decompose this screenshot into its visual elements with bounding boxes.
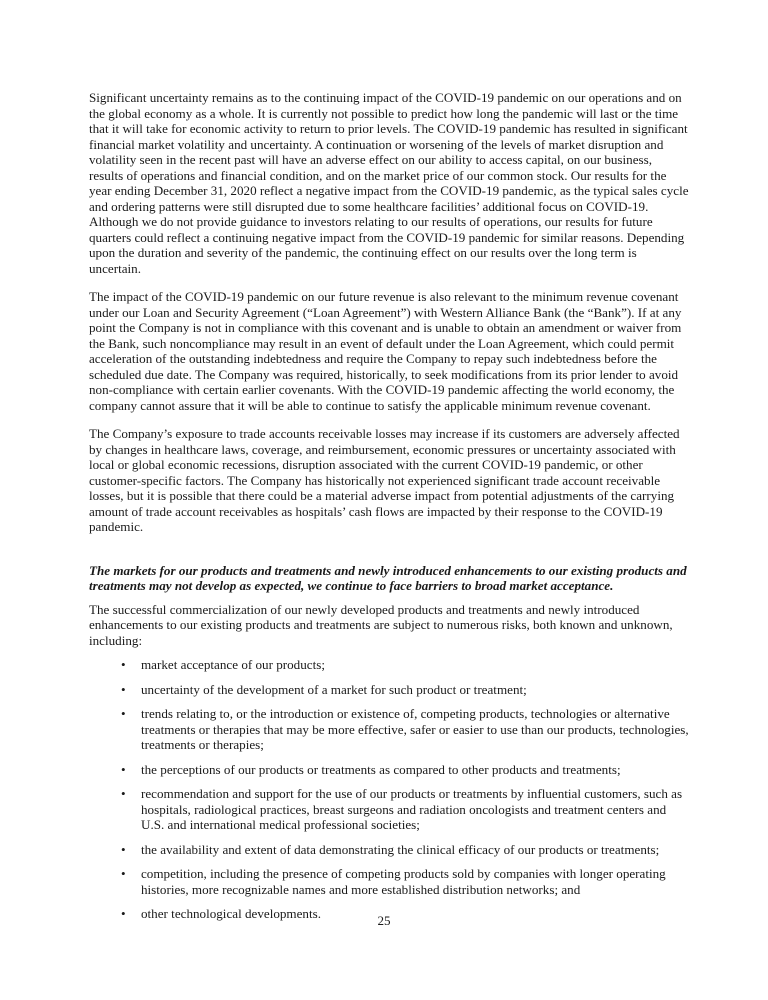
paragraph-covid-uncertainty: Significant uncertainty remains as to the continuing impact of the COVID-19 pandemic on our operations and on the global economy as a whole. It is currently not possible to predict how long the pandemic will last or the time that it will take for economic activity to return to prior levels. The COVID-19 pandemic has resulted in significant financial market volatility and uncertainty. A continuation or worsening of the levels of market disruption and volatility seen in the recent past will have an adverse effect on our ability to access capital, on our business, results of operations and financial condition, and on the market price of our common stock. Our results for the year ending December 31, 2020 reflect a negative impact from the COVID-19 pandemic, as the typical sales cycle and ordering patterns were still disrupted due to some healthcare facilities’ additional focus on COVID-19. Although we do not provide guidance to investors relating to our results of operations, our results for future quarters could reflect a continuing negative impact from the COVID-19 pandemic for similar reasons. Depending upon the duration and severity of the pandemic, the continuing effect on our results over the long term is uncertain.: [89, 90, 689, 276]
list-item: [89, 682, 689, 698]
bullet-icon: •: [121, 866, 126, 881]
list-item-text: uncertainty of the development of a market for such product or treatment;: [141, 681, 527, 697]
list-item-text: other technological developments.: [141, 906, 321, 921]
bullet-icon: •: [121, 706, 126, 721]
list-item: [89, 657, 689, 673]
paragraph-receivables: The Company’s exposure to trade accounts receivable losses may increase if its customers are adversely affected by changes in healthcare laws, coverage, and reimbursement, economic pressures or uncertainty associated with local or global economic recessions, disruption associated with the current COVID-19 pandemic, or other customer-specific factors. The Company has historically not experienced significant trade account receivable losses, but it is possible that there could be a material adverse impact from potential adjustments of the carrying amount of trade account receivables as hospitals’ cash flows are impacted by their response to the COVID-19 pandemic.: [89, 426, 680, 534]
bullet-icon: •: [121, 786, 126, 801]
paragraph-loan-covenant: The impact of the COVID-19 pandemic on our future revenue is also relevant to the minimum revenue covenant under our Loan and Security Agreement (“Loan Agreement”) with Western Alliance Bank (the “Bank”). If at any point the Company is not in compliance with this covenant and is unable to obtain an amendment or waiver from the Bank, such noncompliance may result in an event of default under the Loan Agreement, which could permit acceleration of the outstanding indebtedness and require the Company to repay such indebtedness before the scheduled due date. The Company was required, historically, to seek modifications from its prior lender to avoid non-compliance with certain earlier covenants. With the COVID-19 pandemic affecting the world economy, the company cannot assure that it will be able to continue to satisfy the applicable minimum revenue covenant.: [89, 289, 682, 413]
list-item: [89, 706, 689, 753]
list-item: [89, 762, 689, 778]
list-item-text: market acceptance of our products;: [141, 657, 325, 672]
list-item-text: the availability and extent of data demonstrating the clinical efficacy of our products or treatments;: [141, 841, 660, 857]
page-number: 25: [377, 913, 391, 928]
list-item: [89, 786, 689, 833]
bullet-icon: •: [121, 657, 126, 672]
section-heading: The markets for our products and treatments and newly introduced enhancements to our existing products and treatments may not develop as expected, we continue to face barriers to broad market acceptance.: [89, 562, 687, 593]
document-page: [89, 90, 689, 931]
list-item-text: the perceptions of our products or treatments as compared to other products and treatments;: [141, 761, 621, 777]
list-item-text: competition, including the presence of competing products sold by companies with longer operating histories, more recognizable names and more established distribution networks; and: [141, 866, 666, 897]
bullet-icon: •: [121, 841, 126, 857]
list-item-text: recommendation and support for the use of our products or treatments by influential customers, such as hospitals, radiological practices, breast surgeons and radiation oncologists and treatment centers and U.S. and international medical professional societies;: [141, 786, 683, 832]
list-item: [89, 866, 689, 897]
bullet-icon: •: [121, 681, 126, 697]
risk-list: [89, 657, 689, 922]
bullet-icon: •: [121, 906, 126, 921]
list-item: [89, 842, 689, 858]
bullet-icon: •: [121, 761, 126, 777]
section-intro: The successful commercialization of our newly developed products and treatments and newly introduced enhancements to our existing products and treatments are subject to numerous risks, both known and unknown, including:: [89, 601, 673, 648]
list-item-text: trends relating to, or the introduction or existence of, competing products, technologies or alternative treatments or therapies that may be more effective, safer or easier to use than our products, technologies, treatments or therapies;: [141, 706, 689, 752]
